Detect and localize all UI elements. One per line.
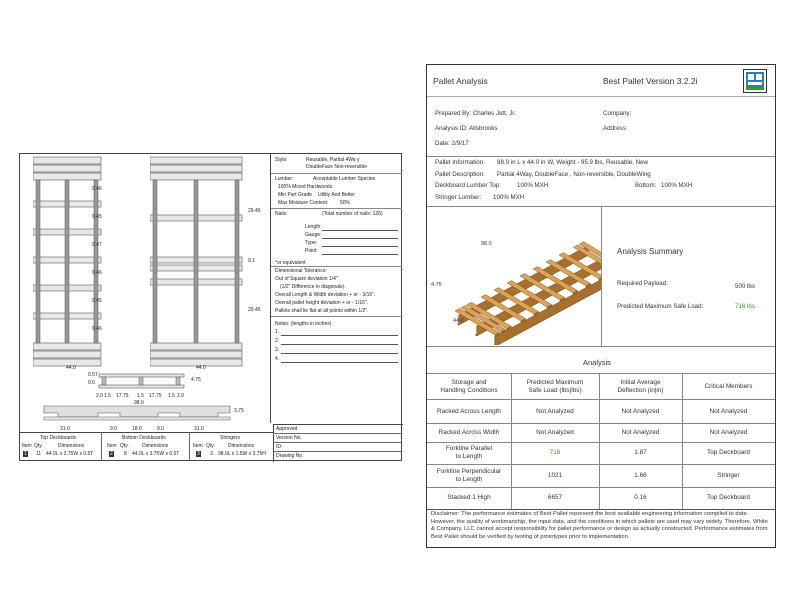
side-dim-total: 98.0 (134, 400, 144, 406)
row1-load: Not Analyzed (536, 407, 574, 415)
row5-critical: Top Deckboard (707, 494, 750, 501)
row2-condition: Racked Across Width (438, 428, 500, 436)
header-conditions: Storage and Handling Conditions (440, 378, 498, 394)
bom-stringer-h-dim: Dimensions (228, 443, 255, 449)
info-label: Pallet Information: (435, 159, 485, 166)
bottom-deckboard (33, 157, 101, 164)
deckboard-label: Deckboard Lumber Top: (435, 182, 501, 189)
side-dim-b2: 9.0 (110, 426, 117, 432)
summary-title: Analysis Summary (617, 247, 684, 256)
bottom-deckboard (33, 343, 101, 350)
stringer (153, 180, 157, 343)
header-safe-load: Predicted Maximum Safe Load (lbs|lbs) (526, 378, 584, 394)
end-dim-2: 0.5 (88, 380, 95, 386)
drawing-no-label: Drawing No. (276, 453, 304, 459)
nail-gauge-label: Gauge: (305, 232, 322, 238)
side-view-svg (40, 403, 240, 423)
stringer (65, 180, 69, 343)
description-value: Partial 4Way, DoubleFace , Non-reversible, DoubleWing (497, 171, 651, 178)
dim-right-2: 9.1 (248, 258, 255, 264)
analysis-report (426, 64, 776, 548)
lumber-value: Acceptable Lumber Species (313, 176, 376, 182)
note-3: 3. (275, 347, 280, 353)
max-load-value: 716 lbs (735, 303, 755, 310)
nail-type-label: Type: (305, 240, 318, 246)
dim-left-4: 9.46 (92, 270, 102, 276)
bom-divider-1 (101, 432, 102, 461)
tolerance-title: Dimensional Tolerance: (275, 268, 327, 274)
row4-deflection: 1.66 (634, 471, 647, 479)
bom-stringer-title: Stringers (220, 435, 241, 441)
bom-bottom-h-dim: Dimensions (142, 443, 169, 449)
note-4: 4. (275, 356, 280, 362)
row3-critical: Top Deckboard (707, 449, 750, 456)
approved-label: Approved (276, 426, 298, 432)
dim-width-left: 44.0 (66, 365, 76, 371)
row1-deflection: Not Analyzed (621, 407, 660, 415)
dim-right-1: 29.45 (248, 208, 261, 214)
side-view-drawing (40, 403, 240, 423)
style-value-1: Reusable, Partial 4Wa y (306, 157, 360, 163)
bom-stringer-h-item: Item (193, 443, 203, 449)
dim-left-3: 9.47 (92, 242, 102, 248)
specs-divider-2 (271, 208, 402, 209)
top-deckboard (150, 351, 242, 358)
bom-bottom-title: Bottom Deckboards (122, 435, 166, 441)
nails-total: (Total number of nails: 126) (322, 211, 383, 217)
report-title: Pallet Analysis (433, 76, 488, 86)
dim-left-1: 9.46 (92, 186, 102, 192)
bom-top-dim: 44.0L x 3.75W x 0.5T (46, 451, 94, 457)
side-dim-b3: 18.0 (132, 426, 142, 432)
end-dim-b3: 17.75 (116, 393, 129, 399)
bom-top-h-dim: Dimensions (58, 443, 85, 449)
bottom-deckboard (33, 173, 101, 180)
bom-stringer-qty: 3 (210, 451, 213, 457)
row3-condition: Forktine Parallel to Length (445, 445, 493, 460)
top-deckboard (150, 165, 242, 172)
tolerance-line-2: (1/2" Difference in diagonals). (280, 284, 346, 290)
iso-length: 98.0 (481, 241, 492, 247)
end-view-svg (96, 372, 206, 392)
row2-load: Not Analyzed (536, 428, 574, 436)
summary-divider (601, 206, 602, 346)
note-line-3 (281, 353, 398, 354)
row1-critical: Not Analyzed (709, 407, 748, 415)
note-1: 1. (275, 329, 280, 335)
end-dim-b1: 2.0 (96, 393, 103, 399)
report-line-1 (427, 96, 775, 97)
company-label: Company: (603, 110, 632, 117)
report-version: Best Pallet Version 3.2.2i (603, 76, 698, 86)
end-dim-b4: 1.5 (137, 393, 144, 399)
stringer (194, 180, 198, 343)
report-line-4 (427, 346, 775, 347)
nail-point-label: Point: (305, 248, 318, 254)
analysis-id: Analysis ID: Allsbrooks (435, 125, 498, 132)
best-pallet-logo (743, 69, 767, 93)
end-dim-b5: 17.75 (149, 393, 162, 399)
report-date: Date: 2/9/17 (435, 140, 469, 147)
end-view-drawing (96, 372, 206, 392)
row4-condition: Forktine Perpendicular to Length (436, 467, 502, 483)
bom-bottom-qty: 8 (124, 451, 127, 457)
equivalent-note: *or equivalent (275, 260, 306, 266)
disclaimer: Disclaimer: The performance estimates of Best Pallet represent the best available engineering information compiled to date. However, the quality of workmanship, the input data, and the conditions in which pallets are used may vary widely. Therefore, White & Company, LLC cannot accept responsibility for pallet performance or design as actually constructed. Performance estimates from Best Pallet should be verified by testing of prototypes prior to implementation. (431, 511, 768, 540)
iso-width: 44.0 (453, 318, 464, 324)
min-grade-label: Min Part Grade (278, 192, 312, 198)
dim-left-2: 9.45 (92, 214, 102, 220)
lumber-species: 100% Mixed Hardwoods (278, 184, 333, 190)
row5-condition: Stacked 1 High (447, 494, 491, 501)
required-payload-label: Required Payload: (617, 280, 668, 287)
bom-top-line (19, 432, 273, 433)
description-label: Pallet Description: (435, 171, 485, 178)
prepared-by: Prepared By: Charles Jett, Jr. (435, 110, 516, 117)
bom-divider-2 (189, 432, 190, 461)
note-line-4 (281, 362, 398, 363)
side-dim-b5: 31.0 (194, 426, 204, 432)
stringer (235, 180, 239, 343)
approved-line-1 (273, 433, 402, 434)
min-grade-value: Utility And Better (318, 192, 355, 198)
top-deckboard (150, 173, 242, 180)
bom-top-h-item: Item (22, 443, 32, 449)
top-view-svg (150, 155, 250, 370)
side-dim-h: 3.75 (234, 408, 244, 414)
moisture-label: Max Moisture Content: (278, 200, 329, 206)
bom-top-h-qty: Qty. (34, 443, 43, 449)
header-critical: Critical Members (704, 382, 753, 390)
bottom-deckboard (33, 351, 101, 358)
address-label: Address: (603, 125, 628, 132)
dim-left-6: 9.46 (92, 326, 102, 332)
nail-line-3 (322, 246, 398, 247)
required-payload-value: 500 lbs (735, 283, 755, 290)
max-load-label: Predicted Maximum Safe Load: (617, 303, 704, 310)
bom-bottom-h-item: Item (107, 443, 117, 449)
row2-critical: Not Analyzed (709, 428, 748, 436)
approved-line-3 (273, 451, 402, 452)
deckboard-bottom-label: Bottom: (635, 182, 657, 189)
stringer-value: 100% MXH (493, 194, 525, 201)
side-dim-b4: 9.0 (157, 426, 164, 432)
bom-stringer-h-qty: Qty. (206, 443, 215, 449)
row5-load: 6657 (547, 494, 563, 501)
tolerance-line-1: Out of Square deviation 1/4" (275, 276, 338, 282)
end-dim-h: 4.75 (191, 377, 201, 383)
row3-load: 716 (549, 449, 561, 456)
lumber-label: Lumber: (275, 176, 294, 182)
top-deckboard (150, 343, 242, 350)
tolerance-line-3: Overall Length & Width deviation + or - 3/16". (275, 292, 376, 298)
tolerance-line-5: Pallets shall lie flat at all points within 1/2". (275, 308, 369, 314)
bom-top-title: Top Deckboards (40, 435, 77, 441)
version-label: Version No. (276, 435, 302, 441)
bom-stringer-dim: 98.0L x 1.5W x 3.75H (218, 451, 266, 457)
end-dim-b7: 2.0 (177, 393, 184, 399)
tolerance-line-4: Overall pallet height deviation + or - 1/16". (275, 300, 369, 306)
dim-right-3: 29.45 (248, 307, 261, 313)
style-label: Style: (275, 157, 288, 163)
deckboard-top: 100% MXH (517, 182, 549, 189)
row1-condition: Racked Across Length (437, 407, 501, 415)
note-line-1 (281, 335, 398, 336)
end-dim-b2: 1.5 (104, 393, 111, 399)
bom-bottom-dim: 44.0L x 3.75W x 0.5T (132, 451, 180, 457)
note-2: 2. (275, 338, 280, 344)
bom-bottom-h-qty: Qty. (120, 443, 129, 449)
specs-divider-1 (271, 173, 402, 174)
top-deckboard (150, 157, 242, 164)
moisture-value: 50% (340, 200, 351, 206)
bom-bottom-item: 2 (110, 451, 113, 457)
specs-divider-4 (271, 316, 402, 317)
bom-stringer-item: 3 (197, 451, 200, 457)
approved-line-2 (273, 442, 402, 443)
row4-load: 1021 (547, 471, 563, 479)
nail-line-2 (322, 238, 398, 239)
dim-left-5: 9.45 (92, 298, 102, 304)
note-line-2 (281, 344, 398, 345)
row4-critical: Stringer (717, 471, 740, 479)
nail-line-1 (322, 230, 398, 231)
side-dim-b1: 31.0 (60, 426, 70, 432)
analysis-title: Analysis (583, 358, 611, 367)
nail-line-4 (322, 254, 398, 255)
row3-deflection: 1.87 (634, 449, 647, 456)
logo-svg (744, 70, 766, 92)
specs-divider-3 (271, 266, 402, 267)
style-value-2: DoubleFace Non-reversible (306, 164, 367, 170)
bom-top-item: 1 (24, 451, 27, 457)
notes-title: Notes: (lengths in inches) (275, 321, 332, 327)
row2-deflection: Not Analyzed (621, 428, 660, 436)
deckboard-bottom: 100% MXH (661, 182, 693, 189)
iso-height: 4.75 (431, 282, 442, 288)
top-view-drawing (150, 155, 250, 370)
row5-deflection: 0.16 (634, 494, 647, 501)
stringer (36, 180, 40, 343)
stringer-label: Stringer Lumber: (435, 194, 482, 201)
nail-length-label: Length: (305, 224, 322, 230)
bom-top-qty: 11 (36, 451, 42, 457)
header-deflection: Initial Average Deflection (in|in) (617, 378, 664, 394)
nails-label: Nails: (275, 211, 288, 217)
table-row-line-6 (427, 509, 775, 510)
end-dim-b6: 1.5 (168, 393, 175, 399)
id-label: ID: (276, 444, 283, 450)
end-dim-1: 0.57 (88, 372, 98, 378)
info-value: 98.0 in L x 44.0 in W, Weight - 95.9 lbs, Reusable, New (497, 159, 648, 166)
report-line-2 (427, 156, 775, 157)
dim-width-right: 44.0 (196, 365, 206, 371)
stringer (94, 180, 98, 343)
bottom-deckboard (33, 165, 101, 172)
